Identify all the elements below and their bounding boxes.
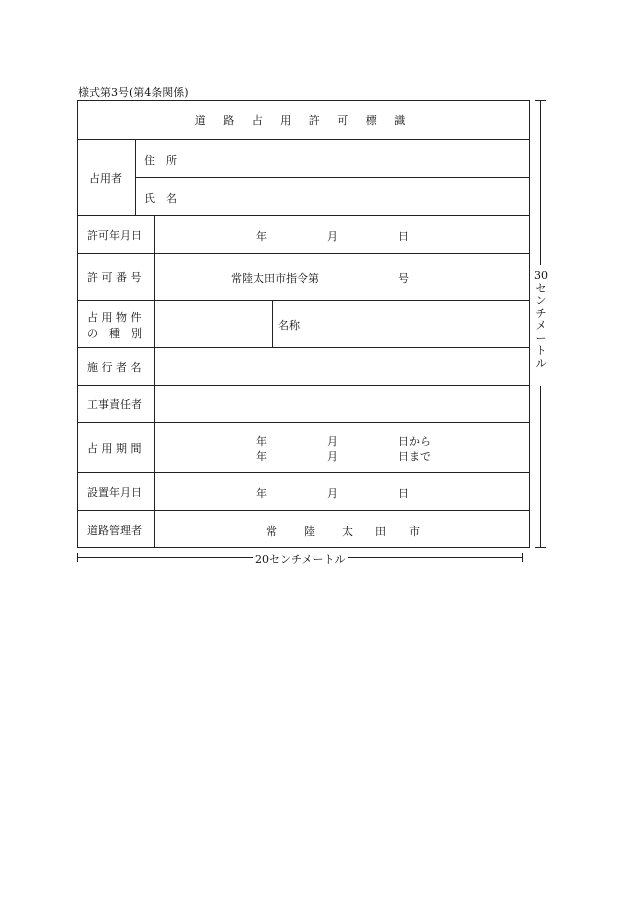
object-type-label-line1: 占 用 物 件 bbox=[87, 311, 142, 324]
permit-date-label: 許可年月日 bbox=[87, 228, 142, 242]
install-date-label: 設置年月日 bbox=[87, 485, 142, 499]
permit-number-prefix: 常陸太田市指令第 bbox=[231, 272, 319, 285]
permit-year: 年 bbox=[256, 230, 267, 243]
road-admin-char-4: 田 bbox=[375, 525, 386, 538]
road-admin-char-5: 市 bbox=[409, 525, 420, 538]
permit-number-row bbox=[78, 254, 529, 301]
height-dimension-bottom-tick bbox=[535, 547, 546, 548]
height-dimension-label: 30 セ ン チ メ ー ト ル bbox=[534, 269, 548, 370]
width-dimension-label: 20センチメートル bbox=[255, 553, 346, 566]
permit-day: 日 bbox=[398, 230, 409, 243]
contractor-row bbox=[78, 348, 529, 386]
height-dimension-line-upper bbox=[540, 100, 541, 265]
occupant-name-label: 氏 名 bbox=[144, 192, 177, 205]
install-date-row bbox=[78, 473, 529, 511]
object-type-row bbox=[78, 301, 529, 348]
road-admin-char-2: 陸 bbox=[304, 525, 315, 538]
period-start-month: 月 bbox=[327, 435, 338, 448]
title-row bbox=[78, 101, 529, 140]
contractor-label: 施 行 者 名 bbox=[87, 360, 142, 374]
object-type-label-line2: の 種 別 bbox=[87, 327, 142, 340]
period-end-month: 月 bbox=[327, 450, 338, 463]
form-title: 道 路 占 用 許 可 標 識 bbox=[194, 114, 413, 127]
period-label: 占 用 期 間 bbox=[87, 441, 142, 455]
period-row bbox=[78, 423, 529, 473]
road-admin-char-3: 太 bbox=[342, 525, 353, 538]
period-start-year: 年 bbox=[256, 435, 267, 448]
road-admin-char-1: 常 bbox=[266, 525, 277, 538]
road-occupancy-sign-form bbox=[77, 100, 530, 548]
install-month: 月 bbox=[327, 487, 338, 500]
period-end-day: 日まで bbox=[398, 450, 431, 463]
occupant-label: 占用者 bbox=[89, 171, 122, 185]
install-year: 年 bbox=[256, 487, 267, 500]
object-name-label: 名称 bbox=[278, 319, 300, 332]
road-admin-label: 道路管理者 bbox=[87, 523, 142, 537]
occupant-row bbox=[78, 140, 529, 216]
permit-date-row bbox=[78, 216, 529, 254]
permit-number-suffix: 号 bbox=[398, 272, 409, 285]
height-dimension-line-lower bbox=[540, 386, 541, 548]
permit-month: 月 bbox=[327, 230, 338, 243]
install-day: 日 bbox=[398, 487, 409, 500]
period-end-year: 年 bbox=[256, 450, 267, 463]
occupant-address-label: 住 所 bbox=[144, 154, 177, 167]
road-admin-row bbox=[78, 511, 529, 548]
manager-label: 工事責任者 bbox=[87, 398, 142, 411]
permit-number-label: 許 可 番 号 bbox=[87, 271, 142, 284]
period-start-day: 日から bbox=[398, 435, 431, 448]
manager-row bbox=[78, 386, 529, 423]
width-dimension-right-tick bbox=[522, 553, 523, 562]
form-number-caption: 様式第3号(第4条関係) bbox=[78, 86, 189, 99]
